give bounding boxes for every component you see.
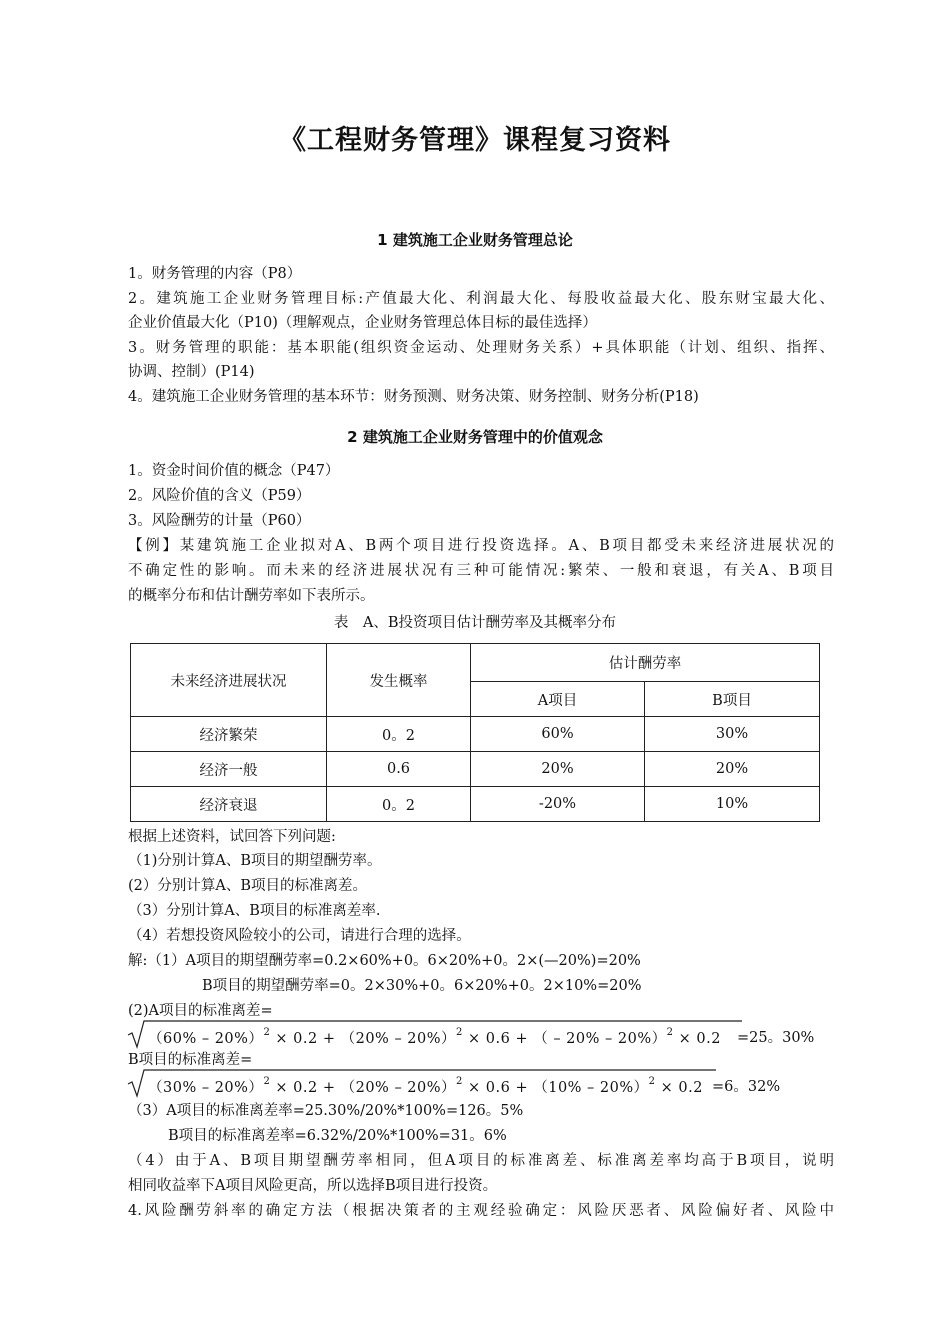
section-2-heading: 2 建筑施工企业财务管理中的价值观念 (347, 428, 603, 446)
exponent: 2 (456, 1027, 463, 1038)
header-probability: 发生概率 (327, 644, 471, 717)
solution-line: 相同收益率下A项目风险更高，所以选择B项目进行投资。 (128, 1178, 498, 1194)
header-state: 未来经济进展状况 (131, 644, 327, 717)
formula-b (148, 1076, 703, 1097)
weight: × 0.2 (660, 1080, 703, 1096)
cell-b: 30% (645, 717, 820, 752)
term: （10% – 20%） (533, 1080, 649, 1096)
paragraph-line: 2。风险价值的含义（P59） (128, 488, 311, 504)
exponent: 2 (648, 1076, 656, 1087)
table-row (131, 752, 820, 787)
document-title: 《工程财务管理》课程复习资料 (279, 125, 671, 156)
cell-a: 20% (471, 752, 645, 787)
paragraph-line: 协调、控制）(P14) (128, 364, 255, 380)
paragraph-line: 1。资金时间价值的概念（P47） (128, 463, 340, 479)
solution-line: （4）由于A、B项目期望酬劳率相同，但A项目的标准离差、标准离差率均高于B项目，说明 (128, 1153, 834, 1169)
question-line: （1)分别计算A、B项目的期望酬劳率。 (128, 853, 382, 869)
paragraph-line: 3。风险酬劳的计量（P60） (128, 513, 311, 529)
exponent: 2 (456, 1076, 463, 1087)
paragraph-line: 的概率分布和估计酬劳率如下表所示。 (128, 588, 375, 604)
weight: × 0.6 + (468, 1031, 529, 1047)
header-return: 估计酬劳率 (471, 644, 820, 682)
result-b: =6。32% (712, 1079, 781, 1095)
solution-line: （3）A项目的标准离差率=25.30%/20%*100%=126。5% (128, 1103, 524, 1119)
exponent: 2 (263, 1027, 271, 1038)
paragraph-line: 4。建筑施工企业财务管理的基本环节：财务预测、财务决策、财务控制、财务分析(P18) (128, 389, 699, 405)
solution-line: B项目的标准离差= (128, 1052, 253, 1068)
weight: × 0.6 + (468, 1080, 529, 1096)
table-row (131, 717, 820, 752)
weight: × 0.2 (678, 1031, 721, 1047)
cell-state: 经济繁荣 (131, 717, 327, 752)
paragraph-line: 3。财务管理的职能：基本职能(组织资金运动、处理财务关系）+具体职能（计划、组织、指挥、 (128, 340, 834, 356)
cell-prob: 0.6 (327, 752, 471, 787)
cell-state: 经济一般 (131, 752, 327, 787)
exponent: 2 (263, 1076, 271, 1087)
table-row (131, 787, 820, 822)
term: （30% – 20%） (148, 1080, 264, 1096)
header-project-b: B项目 (645, 682, 820, 717)
solution-line: B项目的标准离差率=6.32%/20%*100%=31。6% (168, 1128, 507, 1144)
cell-b: 10% (645, 787, 820, 822)
solution-line: (2)A项目的标准离差= (128, 1003, 273, 1019)
paragraph-line: 【例】某建筑施工企业拟对A、B两个项目进行投资选择。A、B项目都受未来经济进展状况的 (128, 538, 834, 554)
term: （60% – 20%） (148, 1031, 264, 1047)
result-a: =25。30% (737, 1030, 815, 1046)
paragraph-line: 企业价值最大化（P10)（理解观点，企业财务管理总体目标的最佳选择） (128, 315, 597, 331)
question-line: （3）分别计算A、B项目的标准离差率. (128, 903, 381, 919)
term: （ – 20% – 20%） (533, 1031, 667, 1047)
header-project-a: A项目 (471, 682, 645, 717)
solution-line: B项目的期望酬劳率=0。2×30%+0。6×20%+0。2×10%=20% (202, 978, 642, 994)
section-1-heading: 1 建筑施工企业财务管理总论 (377, 231, 573, 249)
question-line: （4）若想投资风险较小的公司，请进行合理的选择。 (128, 928, 471, 944)
term: （20% – 20%） (340, 1080, 457, 1096)
question-line: (2）分别计算A、B项目的标准离差。 (128, 878, 368, 894)
cell-a: 60% (471, 717, 645, 752)
solution-line: 解:（1）A项目的期望酬劳率=0.2×60%+0。6×20%+0。2×(—20%)=20% (128, 953, 641, 969)
exponent: 2 (666, 1027, 674, 1038)
paragraph-line: 2。建筑施工企业财务管理目标:产值最大化、利润最大化、每股收益最大化、股东财宝最大化、 (128, 291, 834, 307)
formula-a (148, 1027, 721, 1048)
weight: × 0.2 + (275, 1080, 336, 1096)
table-caption: 表 A、B投资项目估计酬劳率及其概率分布 (333, 615, 617, 631)
cell-state: 经济衰退 (131, 787, 327, 822)
cell-a: -20% (471, 787, 645, 822)
cell-prob: 0。2 (327, 787, 471, 822)
term: （20% – 20%） (340, 1031, 457, 1047)
cell-b: 20% (645, 752, 820, 787)
cell-prob: 0。2 (327, 717, 471, 752)
question-intro: 根据上述资料，试回答下列问题: (128, 829, 336, 845)
probability-table (130, 643, 820, 822)
weight: × 0.2 + (275, 1031, 336, 1047)
paragraph-line: 1。财务管理的内容（P8） (128, 266, 302, 282)
paragraph-line: 4.风险酬劳斜率的确定方法（根据决策者的主观经验确定：风险厌恶者、风险偏好者、风险中 (128, 1203, 834, 1219)
paragraph-line: 不确定性的影响。而未来的经济进展状况有三种可能情况:繁荣、一般和衰退，有关A、B项目 (128, 563, 834, 579)
